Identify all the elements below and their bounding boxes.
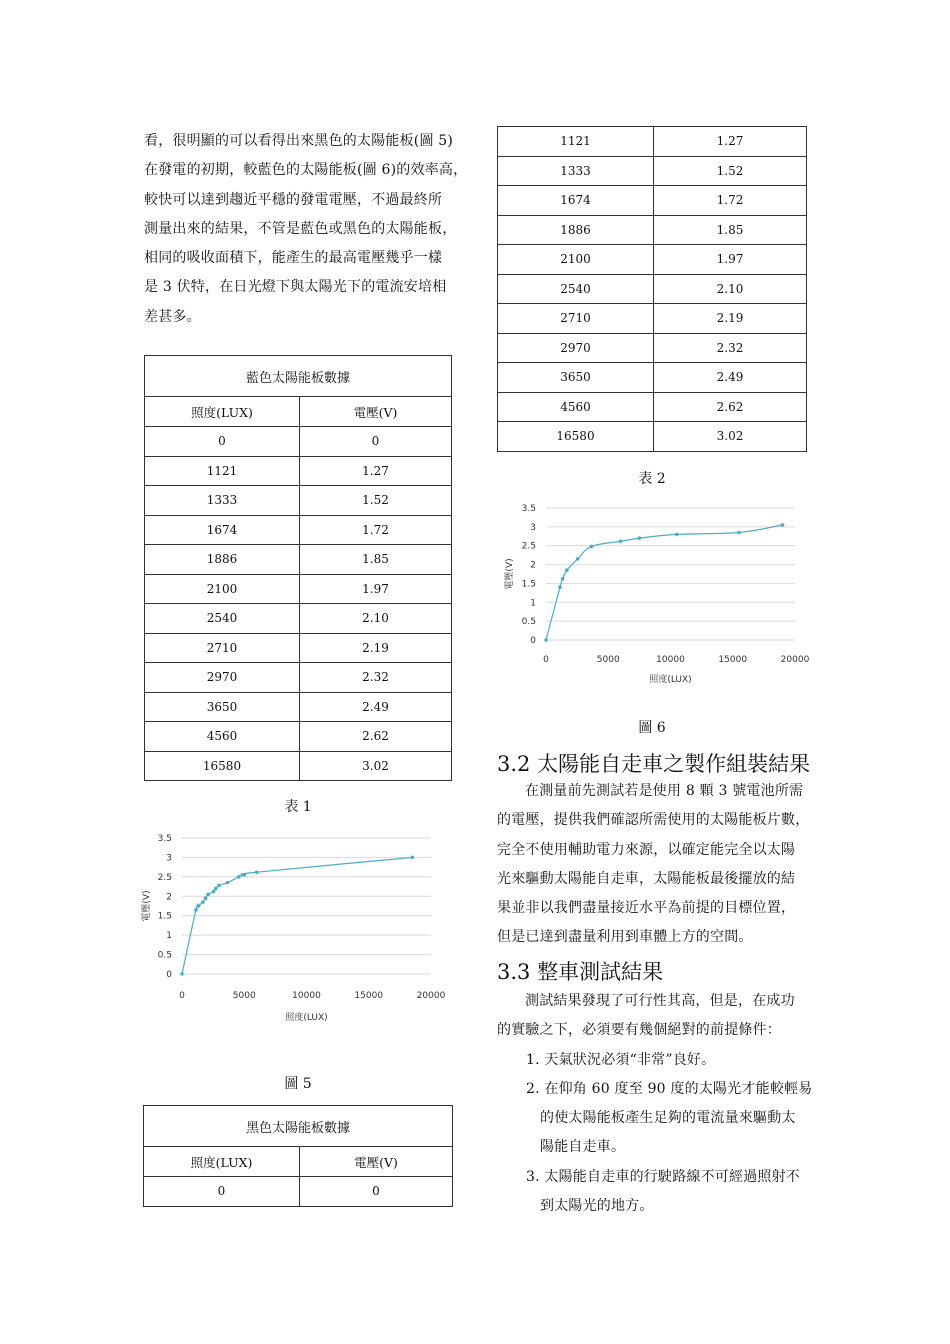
cell: 1.97 [654, 245, 807, 275]
cell: 1333 [145, 486, 300, 516]
table-row [145, 486, 452, 516]
y-tick-label: 0.5 [157, 950, 172, 961]
data-point [217, 884, 221, 888]
column-header-lux: 照度(LUX) [144, 1147, 300, 1177]
y-tick-label: 1 [166, 931, 172, 942]
cell: 1.27 [300, 456, 452, 486]
x-tick-label: 5000 [232, 991, 256, 1001]
cell: 1674 [498, 186, 654, 216]
list-item-continuation: 的使太陽能板產生足夠的電流量來驅動太 [540, 1110, 796, 1127]
figure-6-chart [503, 498, 818, 693]
data-point [590, 545, 594, 549]
section-3-3-heading: 3.3 整車測試結果 [497, 960, 664, 984]
data-point [214, 887, 218, 891]
table-row [498, 274, 807, 304]
y-tick-label: 1.5 [157, 911, 172, 922]
table-row [498, 422, 807, 452]
text-line: 的實驗之下，必須要有幾個絕對的前提條件： [497, 1022, 781, 1039]
table-row [498, 215, 807, 245]
data-point [411, 856, 415, 860]
y-tick-label: 1.5 [521, 579, 536, 590]
table-row [145, 574, 452, 604]
cell: 1674 [145, 515, 300, 545]
cell: 2.10 [300, 604, 452, 634]
column-header-voltage: 電壓(V) [300, 1147, 453, 1177]
x-tick-label: 0 [179, 991, 185, 1001]
table-row [498, 333, 807, 363]
y-tick-label: 2.5 [521, 541, 536, 552]
cell: 3.02 [300, 751, 452, 781]
x-axis-label: 照度(LUX) [649, 675, 692, 685]
x-tick-label: 0 [543, 655, 549, 665]
cell: 1.52 [654, 156, 807, 186]
y-tick-label: 3.5 [521, 504, 536, 514]
cell: 1121 [145, 456, 300, 486]
cell: 1.85 [300, 545, 452, 575]
cell: 2970 [145, 663, 300, 693]
y-tick-label: 0.5 [521, 617, 536, 628]
cell: 1.72 [300, 515, 452, 545]
text-line: 果並非以我們盡量接近水平為前提的目標位置， [497, 900, 796, 917]
x-tick-label: 20000 [780, 655, 810, 665]
intro-paragraph [144, 127, 467, 332]
cell: 2.62 [300, 722, 452, 752]
data-point [226, 881, 230, 885]
cell: 0 [145, 427, 300, 457]
x-tick-label: 5000 [596, 655, 620, 665]
data-point [204, 896, 208, 900]
cell: 1121 [498, 127, 654, 157]
data-point [180, 972, 184, 976]
x-axis-label: 照度(LUX) [285, 1013, 328, 1023]
table-row [498, 127, 807, 157]
data-point [638, 536, 642, 540]
cell: 1886 [498, 215, 654, 245]
table-row [145, 604, 452, 634]
cell: 0 [300, 427, 452, 457]
data-point [558, 585, 562, 589]
y-tick-label: 2 [166, 892, 172, 903]
cell: 2540 [498, 274, 654, 304]
table-title: 藍色太陽能板數據 [145, 356, 452, 397]
cell: 2.49 [300, 692, 452, 722]
text-line: 是 3 伏特，在日光燈下與太陽光下的電流安培相 [144, 279, 447, 296]
list-item-continuation: 到太陽光的地方。 [540, 1198, 654, 1215]
black-panel-table-continued [497, 126, 807, 452]
y-tick-label: 1 [530, 598, 536, 609]
text-line: 光來驅動太陽能自走車，太陽能板最後擺放的結 [497, 870, 796, 887]
data-point [544, 638, 548, 642]
data-point [576, 557, 580, 561]
table-row [145, 722, 452, 752]
table-row [498, 245, 807, 275]
list-item: 2. 在仰角 60 度至 90 度的太陽光才能較輕易 [526, 1080, 813, 1097]
cell: 16580 [498, 422, 654, 452]
cell: 4560 [498, 392, 654, 422]
y-axis-label: 電壓(V) [142, 890, 152, 922]
table-row [145, 751, 452, 781]
text-line: 測量出來的結果，不管是藍色或黑色的太陽能板， [144, 220, 457, 237]
y-tick-label: 0 [530, 636, 536, 646]
table-row [145, 545, 452, 575]
cell: 4560 [145, 722, 300, 752]
text-line: 但是已達到盡量利用到車體上方的空間。 [497, 929, 753, 946]
x-tick-label: 10000 [292, 991, 321, 1001]
cell: 2100 [145, 574, 300, 604]
list-item: 1. 天氣狀況必須“非常”良好。 [526, 1051, 716, 1068]
list-item-continuation: 陽能自走車。 [540, 1139, 626, 1156]
data-point [255, 870, 259, 874]
x-tick-label: 15000 [718, 655, 748, 665]
cell: 2710 [145, 633, 300, 663]
y-tick-label: 0 [166, 970, 172, 980]
table-row [145, 456, 452, 486]
table-row [145, 692, 452, 722]
y-tick-label: 2.5 [157, 872, 172, 883]
cell: 2.32 [300, 663, 452, 693]
table-2-caption: 表 2 [638, 471, 666, 487]
data-point [194, 908, 198, 912]
cell: 16580 [145, 751, 300, 781]
cell: 2.19 [300, 633, 452, 663]
cell: 2.10 [654, 274, 807, 304]
cell: 2710 [498, 304, 654, 334]
cell: 2.62 [654, 392, 807, 422]
table-row [498, 363, 807, 393]
text-line: 的電壓，提供我們確認所需使用的太陽能板片數， [497, 812, 810, 829]
data-point [201, 900, 205, 904]
cell: 3650 [145, 692, 300, 722]
text-line: 在測量前先測試若是使用 8 顆 3 號電池所需 [525, 783, 804, 799]
cell: 1.52 [300, 486, 452, 516]
list-item: 3. 太陽能自走車的行駛路線不可經過照射不 [526, 1168, 801, 1185]
column-header-voltage: 電壓(V) [300, 397, 452, 427]
cell: 2.49 [654, 363, 807, 393]
text-line: 完全不使用輔助電力來源，以確定能完全以太陽 [497, 841, 796, 858]
figure-5-caption: 圖 5 [284, 1076, 312, 1092]
y-tick-label: 2 [530, 560, 536, 571]
blue-panel-table [144, 355, 452, 781]
data-point [675, 533, 679, 537]
section-3-2-body [497, 777, 809, 953]
cell: 2.32 [654, 333, 807, 363]
cell: 2.19 [654, 304, 807, 334]
table-row [498, 304, 807, 334]
data-point [237, 875, 241, 879]
data-point [565, 568, 569, 572]
data-point [206, 893, 210, 897]
cell: 2540 [145, 604, 300, 634]
cell: 1333 [498, 156, 654, 186]
cell: 3.02 [654, 422, 807, 452]
cell: 1.27 [654, 127, 807, 157]
data-point [242, 873, 246, 877]
y-tick-label: 3 [166, 853, 172, 864]
data-point [737, 531, 741, 535]
data-point [619, 539, 623, 543]
figure-5-chart [140, 828, 450, 1028]
table-1-caption: 表 1 [284, 799, 312, 815]
cell: 0 [300, 1177, 453, 1207]
series-line [546, 525, 783, 640]
cell: 0 [144, 1177, 300, 1207]
table-row [498, 186, 807, 216]
cell: 1886 [145, 545, 300, 575]
y-axis-label: 電壓(V) [505, 558, 515, 590]
cell: 3650 [498, 363, 654, 393]
x-tick-label: 15000 [354, 991, 384, 1001]
cell: 1.72 [654, 186, 807, 216]
x-tick-label: 20000 [416, 991, 446, 1001]
data-point [212, 890, 216, 894]
table-row [144, 1177, 453, 1207]
table-row [145, 663, 452, 693]
text-line: 差甚多。 [144, 308, 201, 325]
data-point [197, 904, 201, 908]
data-point [781, 523, 785, 527]
x-tick-label: 10000 [656, 655, 685, 665]
table-row [498, 392, 807, 422]
y-tick-label: 3 [530, 522, 536, 533]
cell: 2970 [498, 333, 654, 363]
figure-6-caption: 圖 6 [638, 720, 666, 736]
table-title: 黑色太陽能板數據 [144, 1106, 453, 1147]
text-line: 相同的吸收面積下，能產生的最高電壓幾乎一樣 [144, 250, 443, 267]
data-point [561, 577, 565, 581]
column-header-lux: 照度(LUX) [145, 397, 300, 427]
table-row [145, 633, 452, 663]
table-row [145, 427, 452, 457]
black-panel-table-head [143, 1105, 453, 1207]
section-3-3-body [497, 987, 812, 1221]
cell: 2100 [498, 245, 654, 275]
table-row [145, 515, 452, 545]
cell: 1.85 [654, 215, 807, 245]
y-tick-label: 3.5 [157, 834, 172, 844]
section-3-2-heading: 3.2 太陽能自走車之製作組裝結果 [497, 752, 811, 776]
text-line: 較快可以達到趨近平穩的發電電壓，不過最終所 [144, 191, 443, 208]
text-line: 在發電的初期，較藍色的太陽能板(圖 6)的效率高， [144, 162, 468, 179]
cell: 1.97 [300, 574, 452, 604]
text-line: 測試結果發現了可行性其高，但是，在成功 [525, 993, 795, 1009]
text-line: 看，很明顯的可以看得出來黑色的太陽能板(圖 5) [144, 133, 454, 149]
table-row [498, 156, 807, 186]
